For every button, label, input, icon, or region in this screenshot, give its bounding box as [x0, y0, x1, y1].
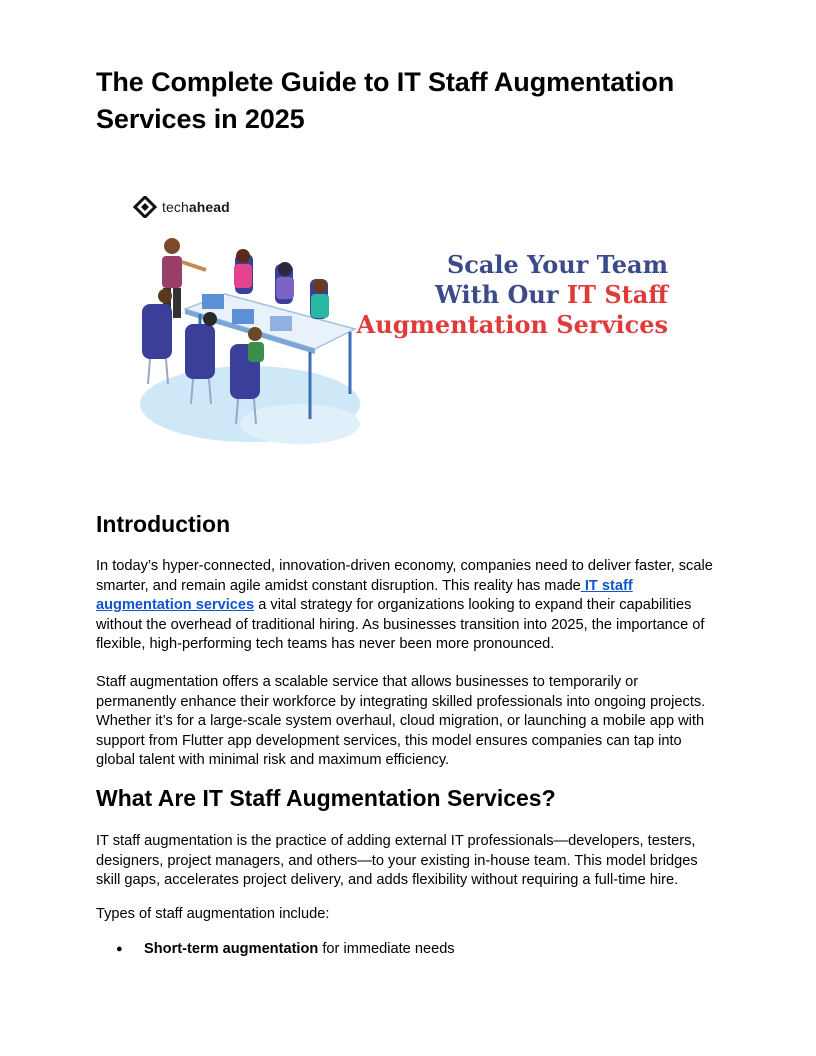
tagline-line-1: Scale Your Team [446, 250, 668, 279]
hero-banner [120, 182, 700, 462]
tagline-line-2-part-2: IT Staff [566, 280, 668, 309]
list-item: ● Short-term augmentation for immediate needs [116, 940, 455, 960]
techahead-logo-icon [133, 196, 157, 218]
what-are-paragraph-1: IT staff augmentation is the practice of adding external IT professionals—developers, testers, designers, project managers, and others—to your existing in-house team. This model bridges skill gaps, accelerates project delivery, and adds flexibility without requiring a full-time hire. [96, 833, 698, 889]
introduction-paragraph-1: In today’s hyper-connected, innovation-driven economy, companies need to deliver faster, scale smarter, and remain agile amidst constant disruption. This reality has made IT staff augmentation services a vital strategy for organizations looking to expand their capabilities without the overhead of traditional hiring. As businesses transition into 2025, the importance of flexible, high-performing tech teams has never been more pronounced. [96, 558, 713, 653]
techahead-logo [133, 196, 230, 218]
it-staff-augmentation-link[interactable]: IT staff augmentation services [96, 577, 633, 614]
tagline-line-2-part-1: With Our [434, 280, 567, 309]
what-are-paragraph-2: Types of staff augmentation include: [96, 906, 330, 922]
team-meeting-illustration [130, 234, 380, 449]
introduction-heading: Introduction [96, 511, 231, 537]
what-are-heading: What Are IT Staff Augmentation Services? [96, 785, 556, 811]
document-title: The Complete Guide to IT Staff Augmentation Services in 2025 [96, 67, 675, 134]
introduction-paragraph-2: Staff augmentation offers a scalable service that allows businesses to temporarily or permanently enhance their workforce by integrating skilled professionals into ongoing projects. Whether it’s for a large-scale system overhaul, cloud migration, or launching a mobile app with support from Flutter app development services, this model ensures companies can tap into global talent with minimal risk and maximum efficiency. [96, 674, 706, 769]
tagline-line-3: Augmentation Services [356, 310, 668, 339]
augmentation-types-list [116, 940, 455, 960]
banner-tagline [357, 250, 668, 340]
logo-prefix: tech [162, 199, 189, 215]
logo-suffix: ahead [188, 199, 230, 215]
